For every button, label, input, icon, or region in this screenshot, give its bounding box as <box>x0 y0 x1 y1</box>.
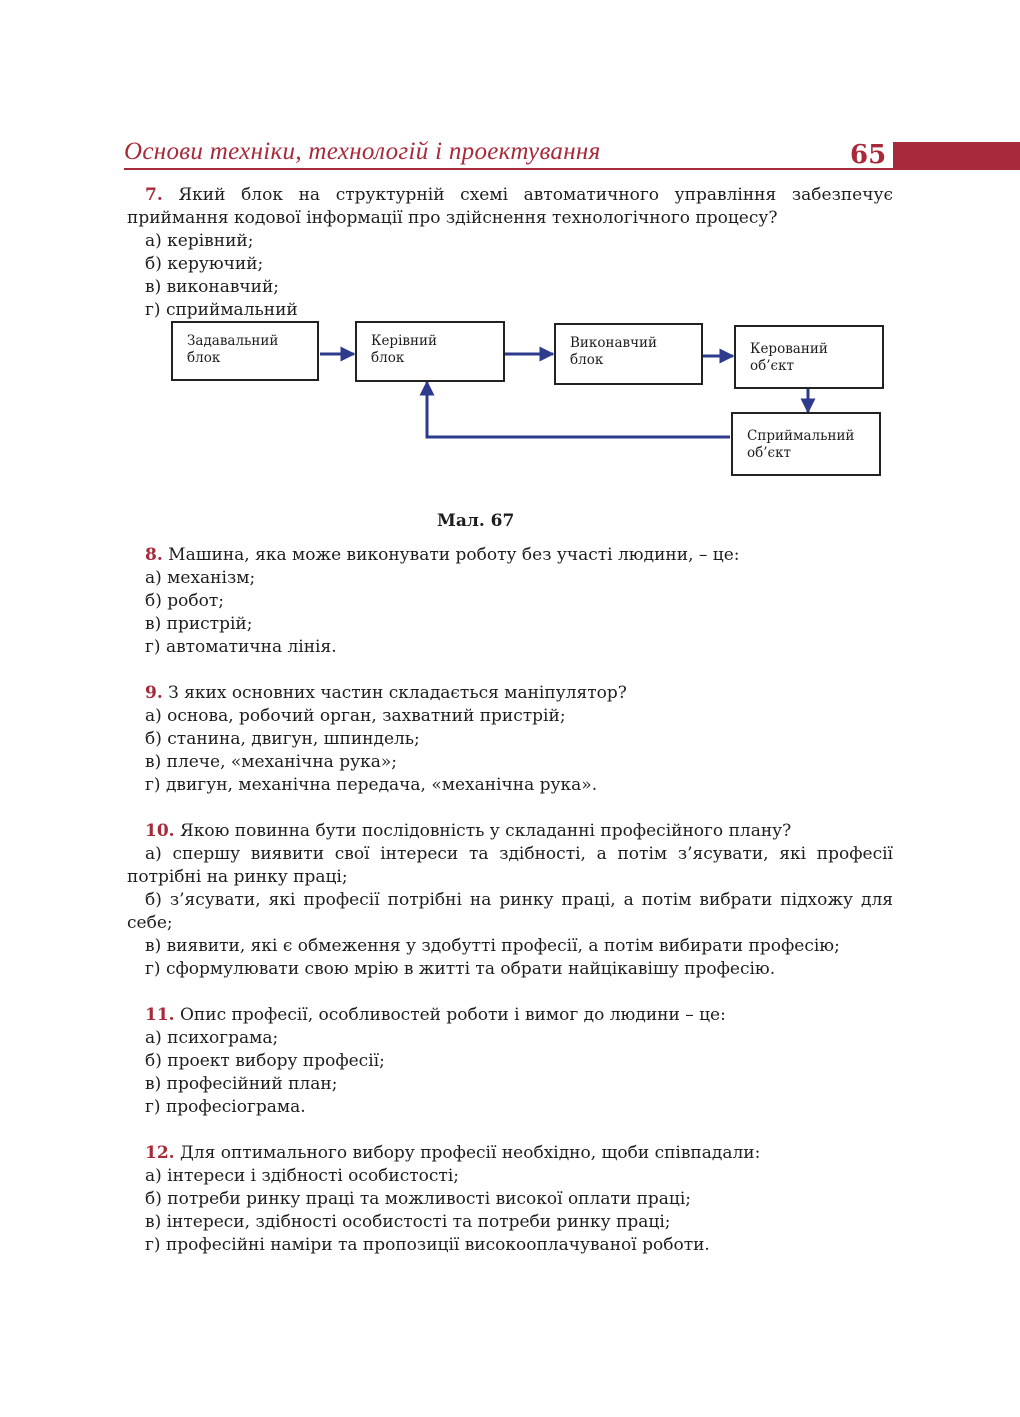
question-7 <box>127 184 893 322</box>
question-8 <box>127 544 893 659</box>
question-number: 8. <box>145 545 163 565</box>
option-d: г) професійні наміри та пропозиції високооплачуваної роботи. <box>145 1235 710 1255</box>
question-9 <box>127 682 893 797</box>
block-sensing-object: Сприймальний об’єкт <box>731 412 881 476</box>
question-number: 10. <box>145 821 175 841</box>
option-c: в) плече, «механічна рука»; <box>145 752 397 772</box>
option-b: б) керуючий; <box>145 254 264 274</box>
question-text: З яких основних частин складається маніпулятор? <box>168 683 627 703</box>
question-text: Якою повинна бути послідовність у складанні професійного плану? <box>179 821 792 841</box>
question-text: Для оптимального вибору професії необхідно, щоби співпадали: <box>179 1143 761 1163</box>
arrow-feedback <box>427 382 730 437</box>
option-d: г) сформулювати свою мрію в житті та обрати найцікавішу професію. <box>145 959 776 979</box>
option-c: в) пристрій; <box>145 614 253 634</box>
page-number: 65 <box>850 140 887 170</box>
option-b: б) проект вибору професії; <box>145 1051 385 1071</box>
question-number: 12. <box>145 1143 175 1163</box>
question-10 <box>127 820 893 981</box>
option-c: в) виконавчий; <box>145 277 280 297</box>
question-text: Машина, яка може виконувати роботу без участі людини, – це: <box>168 545 740 565</box>
option-a: а) основа, робочий орган, захватний пристрій; <box>145 706 566 726</box>
block-diagram <box>127 326 893 530</box>
option-d: г) двигун, механічна передача, «механічна рука». <box>145 775 598 795</box>
option-a: а) психограма; <box>145 1028 279 1048</box>
figure-caption: Мал. 67 <box>437 511 515 531</box>
option-b: б) робот; <box>145 591 224 611</box>
running-header-title: Основи техніки, технологій і проектування <box>124 138 601 165</box>
block-control: Керівний блок <box>355 321 505 382</box>
block-executive: Виконавчий блок <box>554 323 703 385</box>
option-a: а) керівний; <box>145 231 254 251</box>
option-c: в) виявити, які є обмеження у здобутті професії, а потім вибирати професію; <box>145 936 840 956</box>
option-b: б) з’ясувати, які професії потрібні на ринку праці, а потім вибрати підхожу для себе; <box>127 890 893 933</box>
option-c: в) інтереси, здібності особистості та потреби ринку праці; <box>145 1212 671 1232</box>
option-b: б) станина, двигун, шпиндель; <box>145 729 420 749</box>
option-d: г) професіограма. <box>145 1097 306 1117</box>
header-rule <box>124 168 896 170</box>
option-c: в) професійний план; <box>145 1074 338 1094</box>
question-text: Який блок на структурній схемі автоматичного управління забезпечує приймання кодової інформації про здійснення технологічного процесу? <box>127 185 893 228</box>
block-controlled-object: Керований об’єкт <box>734 325 884 389</box>
header-color-band <box>893 142 1020 170</box>
question-12 <box>127 1142 893 1257</box>
option-d: г) сприймальний <box>145 300 298 320</box>
question-number: 9. <box>145 683 163 703</box>
option-a: а) механізм; <box>145 568 256 588</box>
option-d: г) автоматична лінія. <box>145 637 337 657</box>
option-b: б) потреби ринку праці та можливості високої оплати праці; <box>145 1189 692 1209</box>
question-number: 11. <box>145 1005 175 1025</box>
option-a: а) інтереси і здібності особистості; <box>145 1166 459 1186</box>
page-content <box>127 184 893 1257</box>
option-a: а) спершу виявити свої інтереси та здібності, а потім з’ясувати, які професії потрібні на ринку праці; <box>127 844 893 887</box>
block-setting: Задавальний блок <box>171 321 319 381</box>
question-number: 7. <box>145 185 163 205</box>
question-11 <box>127 1004 893 1119</box>
question-text: Опис професії, особливостей роботи і вимог до людини – це: <box>179 1005 726 1025</box>
